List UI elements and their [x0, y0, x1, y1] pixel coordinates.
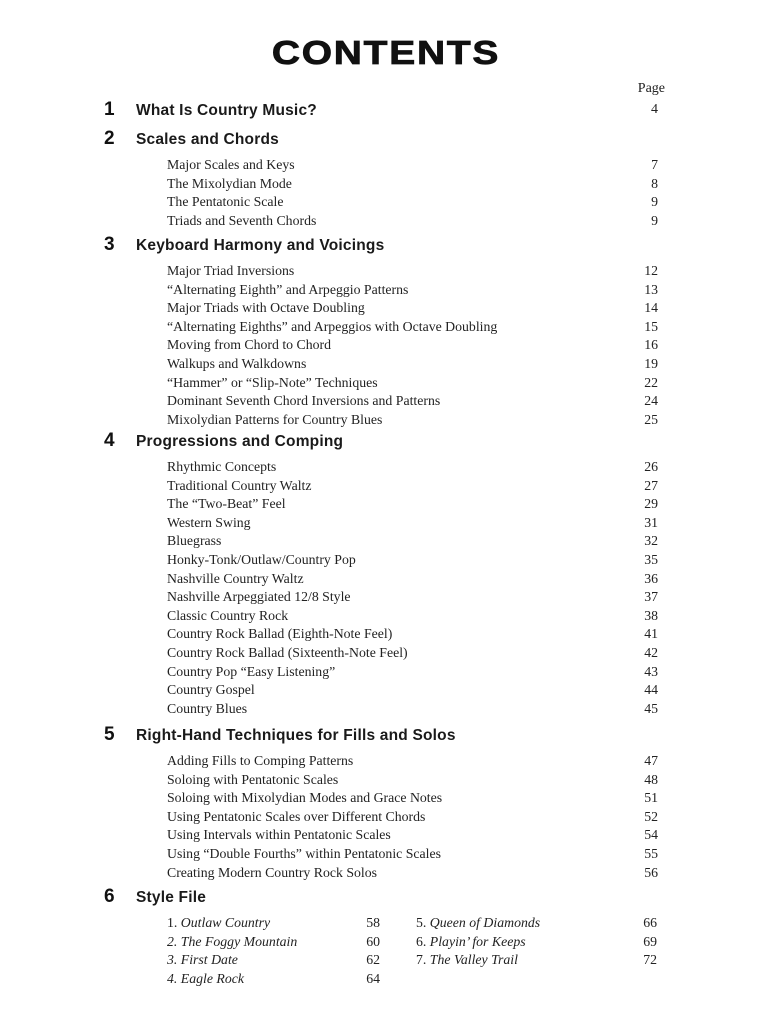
toc-entry[interactable] [0, 213, 768, 232]
entry-title: Nashville Arpeggiated 12/8 Style [167, 589, 351, 605]
entry-page-number: 15 [644, 318, 658, 334]
entry-page-number: 51 [644, 790, 658, 806]
section-heading [0, 128, 768, 157]
page-title: CONTENTS [271, 34, 501, 71]
section-heading [0, 234, 768, 263]
entry-page-number: 52 [644, 808, 658, 824]
entry-title: The Pentatonic Scale [167, 194, 284, 210]
entry-page-number: 42 [644, 644, 658, 660]
toc-entry[interactable] [0, 809, 768, 828]
entry-title: “Alternating Eighth” and Arpeggio Patterns [167, 281, 409, 297]
toc-entry[interactable] [0, 356, 768, 375]
toc-entry[interactable] [0, 393, 768, 412]
entry-title: Western Swing [167, 514, 251, 530]
section-2 [0, 128, 768, 231]
entry-page-number: 7 [651, 157, 658, 172]
entry-title: The Foggy Mountain [180, 933, 298, 949]
toc-entry[interactable] [0, 412, 768, 431]
style-file-entry[interactable] [416, 915, 657, 934]
style-file-entry[interactable] [167, 915, 380, 934]
entry-title: Traditional Country Waltz [167, 477, 312, 493]
entry-page-number: 38 [644, 607, 658, 623]
toc-entry[interactable] [0, 478, 768, 497]
entry-number: 3. [167, 952, 181, 968]
entry-title: Playin’ for Keeps [429, 933, 526, 949]
entry-page-number: 72 [643, 952, 657, 968]
entry-page-number: 69 [643, 933, 657, 949]
entry-title: “Alternating Eighths” and Arpeggios with Octave Doubling [167, 318, 498, 334]
entry-title: Country Gospel [167, 682, 255, 698]
toc-entry[interactable] [0, 552, 768, 571]
toc-entry[interactable] [0, 375, 768, 394]
style-file-entry[interactable] [167, 933, 380, 953]
style-file-entry[interactable] [167, 970, 380, 990]
toc-entry[interactable] [0, 319, 768, 338]
entry-title: Dominant Seventh Chord Inversions and Patterns [167, 393, 441, 409]
toc-entry[interactable] [0, 263, 768, 282]
toc-entry[interactable] [0, 753, 768, 772]
entry-page-number: 44 [644, 682, 658, 698]
section-heading [0, 724, 768, 753]
entry-page-number: 47 [644, 753, 658, 768]
entry-title: The Valley Trail [429, 952, 518, 968]
toc-entry[interactable] [0, 608, 768, 627]
entry-page-number: 32 [644, 533, 658, 549]
toc-entry[interactable] [0, 515, 768, 534]
toc-entry[interactable] [0, 682, 768, 701]
entry-page-number: 43 [644, 663, 658, 679]
entry-title: Soloing with Mixolydian Modes and Grace Notes [167, 790, 443, 806]
toc-entry[interactable] [0, 194, 768, 213]
toc-entry[interactable] [0, 176, 768, 195]
section-page: 4 [651, 102, 658, 117]
toc-entry[interactable] [0, 772, 768, 791]
entry-title: Using Pentatonic Scales over Different Chords [167, 808, 426, 824]
entry-title: Queen of Diamonds [429, 915, 541, 930]
section-number: 6 [104, 886, 115, 907]
section-title: Right-Hand Techniques for Fills and Solos [136, 727, 456, 744]
entry-page-number: 13 [644, 281, 658, 297]
style-file-list [0, 915, 768, 995]
entry-title: Using Intervals within Pentatonic Scales [167, 827, 391, 843]
entry-page-number: 22 [644, 374, 658, 390]
entry-number: 2. [167, 933, 181, 949]
entry-page-number: 56 [644, 864, 658, 880]
section-5 [0, 724, 768, 883]
entry-title: First Date [180, 952, 238, 968]
entry-page-number: 60 [366, 933, 380, 949]
style-file-entry[interactable] [416, 952, 657, 971]
section-title: Progressions and Comping [136, 433, 344, 450]
toc-entry[interactable] [0, 496, 768, 515]
entry-page-number: 62 [366, 952, 380, 968]
section-1 [0, 99, 768, 128]
toc-entry[interactable] [0, 337, 768, 356]
entry-title: Country Blues [167, 700, 248, 716]
entry-page-number: 9 [651, 194, 658, 210]
entry-title: Eagle Rock [180, 970, 245, 986]
section-heading [0, 886, 768, 915]
entry-title: Country Rock Ballad (Eighth-Note Feel) [167, 626, 393, 642]
entry-title: Mixolydian Patterns for Country Blues [167, 411, 383, 427]
entry-list [0, 263, 768, 430]
toc-entry[interactable] [0, 300, 768, 319]
toc-entry[interactable] [0, 846, 768, 865]
entry-page-number: 64 [366, 970, 380, 986]
entry-title: The Mixolydian Mode [167, 175, 292, 191]
entry-number: 6. [416, 933, 430, 949]
entry-title: Nashville Country Waltz [167, 570, 304, 586]
entry-page-number: 54 [644, 827, 658, 843]
entry-page-number: 16 [644, 337, 658, 353]
entry-title: Country Rock Ballad (Sixteenth-Note Feel) [167, 644, 408, 660]
entry-title: The “Two-Beat” Feel [167, 496, 286, 512]
entry-page-number: 41 [644, 626, 658, 642]
entry-number: 5. [416, 915, 430, 930]
entry-page-number: 26 [644, 459, 658, 474]
entry-page-number: 48 [644, 771, 658, 787]
entry-title: “Hammer” or “Slip-Note” Techniques [167, 374, 378, 390]
entry-page-number: 19 [644, 355, 658, 371]
entry-page-number: 8 [651, 175, 658, 191]
toc-entry[interactable] [0, 827, 768, 846]
entry-page-number: 31 [644, 514, 658, 530]
entry-page-number: 29 [644, 496, 658, 512]
entry-page-number: 37 [644, 589, 658, 605]
toc-entry[interactable] [0, 664, 768, 683]
section-number: 3 [104, 234, 115, 255]
entry-number: 4. [167, 970, 181, 986]
section-title: What Is Country Music? [136, 102, 317, 119]
entry-title: Major Triad Inversions [167, 263, 295, 278]
entry-page-number: 9 [651, 212, 658, 228]
style-file-entry[interactable] [416, 933, 657, 953]
entry-page-number: 35 [644, 551, 658, 567]
entry-title: Creating Modern Country Rock Solos [167, 864, 378, 880]
entry-title: Honky-Tonk/Outlaw/Country Pop [167, 551, 356, 567]
toc-entry[interactable] [0, 459, 768, 478]
entry-list [0, 157, 768, 231]
entry-page-number: 14 [644, 300, 658, 316]
entry-title: Triads and Seventh Chords [167, 212, 317, 228]
section-4 [0, 430, 768, 719]
entry-page-number: 12 [644, 263, 658, 278]
toc-entry[interactable] [0, 571, 768, 590]
toc-entry[interactable] [0, 282, 768, 301]
toc-entry[interactable] [0, 645, 768, 664]
entry-title: Country Pop “Easy Listening” [167, 663, 336, 679]
toc-entry[interactable] [0, 533, 768, 552]
entry-number: 7. [416, 952, 430, 968]
entry-title: Rhythmic Concepts [167, 459, 277, 474]
section-title: Keyboard Harmony and Voicings [136, 237, 385, 254]
entry-page-number: 45 [644, 700, 658, 716]
toc-entry[interactable] [0, 157, 768, 176]
section-heading[interactable] [0, 99, 768, 128]
entry-title: Bluegrass [167, 533, 222, 549]
entry-title: Outlaw Country [180, 915, 271, 930]
entry-page-number: 55 [644, 845, 658, 861]
section-number: 5 [104, 724, 115, 745]
entry-page-number: 36 [644, 570, 658, 586]
entry-title: Major Triads with Octave Doubling [167, 300, 365, 316]
toc-entry[interactable] [0, 790, 768, 809]
entry-title: Walkups and Walkdowns [167, 355, 307, 371]
section-3 [0, 234, 768, 430]
entry-number: 1. [167, 915, 181, 930]
entry-title: Using “Double Fourths” within Pentatonic Scales [167, 845, 441, 861]
entry-title: Soloing with Pentatonic Scales [167, 771, 339, 787]
entry-title: Classic Country Rock [167, 607, 289, 623]
section-heading [0, 430, 768, 459]
page-column-label: Page [637, 81, 665, 96]
entry-page-number: 24 [644, 393, 658, 409]
toc-entry[interactable] [0, 701, 768, 720]
section-title: Style File [136, 889, 207, 906]
entry-title: Major Scales and Keys [167, 157, 295, 172]
toc-entry[interactable] [0, 626, 768, 645]
section-6 [0, 886, 768, 995]
entry-page-number: 27 [644, 477, 658, 493]
toc-entry[interactable] [0, 589, 768, 608]
style-file-entry[interactable] [167, 952, 380, 971]
entry-title: Adding Fills to Comping Patterns [167, 753, 354, 768]
entry-list [0, 459, 768, 719]
section-number: 4 [104, 430, 115, 451]
toc-entry[interactable] [0, 865, 768, 884]
entry-page-number: 58 [366, 915, 380, 930]
entry-title: Moving from Chord to Chord [167, 337, 332, 353]
entry-page-number: 25 [644, 411, 658, 427]
section-title: Scales and Chords [136, 131, 279, 148]
section-number: 2 [104, 128, 115, 149]
entry-list [0, 753, 768, 883]
section-number: 1 [104, 99, 115, 120]
entry-page-number: 66 [643, 915, 657, 930]
